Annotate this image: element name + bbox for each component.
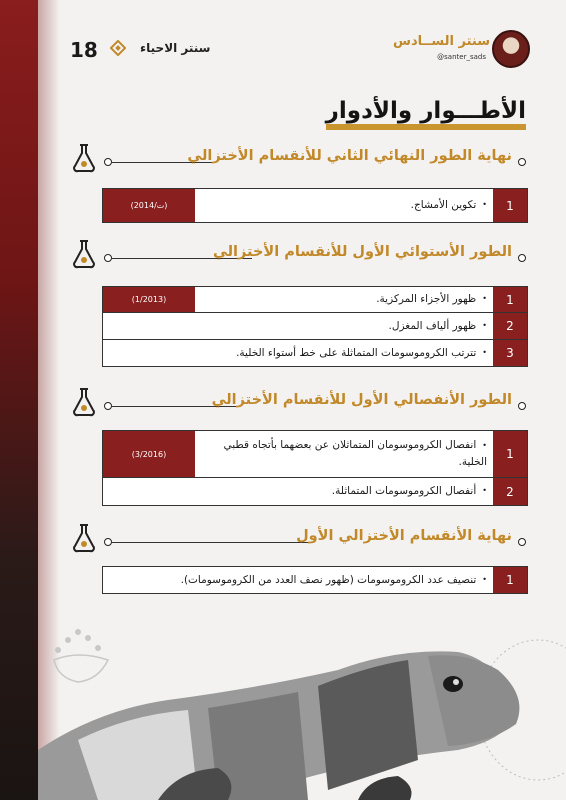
row-number: 1 [493,431,527,477]
row-text: •انفصال الكروموسومان المتماثلان عن بعضهما بأتجاه قطبي الخلية. [223,439,487,468]
page-title: الأطـــوار والأدوار [325,98,526,124]
info-table [102,286,528,367]
subject-label: سنتر الاحياء [140,41,211,55]
info-table [102,188,528,223]
section-title: الطور الأنفصالي الأول للأنقسام الأختزالي [211,392,512,408]
table-row [102,430,528,478]
lizard-illustration [38,600,566,800]
diamond-icon [110,40,126,56]
row-text: • ظهور ألياف المغزل. [388,319,487,332]
flask-icon [70,522,98,554]
table-row [102,313,528,340]
brand-name: سنتر الســادس [393,34,490,49]
table-row [102,478,528,506]
section-heading [70,146,526,176]
row-text: • تترتب الكروموسومات المتماثلة على خط أستواء الخلية. [236,346,487,359]
flask-icon [70,386,98,418]
table-row [102,286,528,313]
flask-icon [70,142,98,174]
section-title: الطور الأستوائي الأول للأنقسام الأختزالي [212,244,512,260]
row-number: 1 [493,567,527,593]
title-underline [326,124,526,130]
section-title: نهاية الأنقسام الأختزالي الأول [296,528,512,544]
section-title: نهاية الطور النهائي الثاني للأنقسام الأختزالي [187,148,512,164]
row-number: 2 [493,313,527,339]
info-table [102,566,528,594]
section-heading [70,242,526,272]
page-header [60,28,530,70]
table-row [102,340,528,367]
brand-handle: @santer_sads [437,53,486,61]
left-decorative-bar [0,0,38,800]
page-number: 18 [70,38,98,62]
section-heading [70,526,526,556]
row-text: • ظهور الأجزاء المركزية. [376,293,487,306]
flask-icon [70,238,98,270]
exam-tag: (3/2016) [103,431,195,477]
row-number: 1 [493,189,527,222]
row-text: • تنصيف عدد الكروموسومات (ظهور نصف العدد من الكروموسومات). [180,573,487,586]
avatar [492,30,530,68]
row-text: • تكوين الأمشاج. [410,199,487,212]
row-number: 1 [493,287,527,312]
table-row [102,566,528,594]
info-table [102,430,528,506]
section-heading [70,390,526,420]
exam-tag: (ت/2014) [103,189,195,222]
exam-tag: (1/2013) [103,287,195,312]
table-row [102,188,528,223]
row-number: 2 [493,478,527,505]
row-number: 3 [493,340,527,366]
row-text: • أنفصال الكروموسومات المتماثلة. [331,485,487,498]
